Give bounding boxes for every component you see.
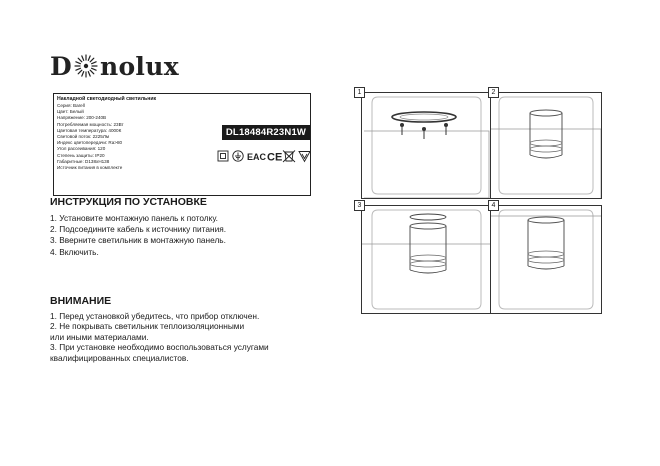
warning-item: 1. Перед установкой убедитесь, что прибор отключен. xyxy=(50,311,260,321)
step-number-2: 2 xyxy=(488,87,499,98)
spec-title: Накладной светодиодный светильник xyxy=(57,96,157,102)
step-panel-3 xyxy=(357,202,492,314)
certification-marks xyxy=(216,149,312,163)
eac-icon: EAC xyxy=(247,152,267,162)
warning-item: 2. Не покрывать светильник теплоизоляционными xyxy=(50,321,245,332)
spec-box xyxy=(53,93,311,196)
ce-icon: CE xyxy=(267,151,283,163)
model-number: DL18484R23N1W xyxy=(222,125,310,140)
brand-logo xyxy=(50,50,179,82)
spec-line: Потребляемая мощность: 23Вт xyxy=(57,121,124,127)
warning-item: 3. При установке необходимо воспользоваться услугами xyxy=(50,342,269,353)
triangle-v-icon xyxy=(299,152,310,162)
spec-line: Серия: Barell xyxy=(57,103,85,108)
panel-4-illustration xyxy=(491,206,601,313)
spec-line: Индекс цветопередачи: Ra>80 xyxy=(57,140,123,146)
step-panel-1 xyxy=(357,89,492,199)
installation-step: 2. Подсоедините кабель к источнику питания. xyxy=(50,224,226,235)
spec-line: Степень защиты: IP20 xyxy=(57,152,105,158)
step-panel-4 xyxy=(490,202,602,314)
spec-line: Цветовая температура: 4000К xyxy=(57,127,122,133)
logo-prefix: D xyxy=(50,51,72,81)
ground-icon xyxy=(233,151,243,161)
spec-line: Габаритные: D138хН138 xyxy=(57,158,110,164)
spec-line: Напряжение: 200-240В xyxy=(57,115,107,121)
step-panel-2 xyxy=(490,89,602,199)
warning-heading: ВНИМАНИЕ xyxy=(50,295,112,307)
spec-line: Источник питания в комплекте xyxy=(57,165,123,171)
spec-line: Угол рассеивания: 120 xyxy=(57,146,106,152)
dispose-icon xyxy=(283,151,295,163)
step-number-3: 3 xyxy=(354,200,365,211)
installation-steps xyxy=(50,213,226,258)
warning-item: квалифицированных специалистов. xyxy=(50,352,189,363)
warning-item: или иными материалами. xyxy=(50,331,149,342)
panel-3-illustration xyxy=(362,206,491,313)
step-number-4: 4 xyxy=(488,200,499,211)
spec-line: Световой поток: 2225Лм xyxy=(57,134,110,140)
panel-1-illustration xyxy=(362,93,491,198)
step-number-1: 1 xyxy=(354,87,365,98)
spec-line: Цвет: Белый xyxy=(57,109,84,115)
logo-suffix: nolux xyxy=(99,51,179,81)
panel-2-illustration xyxy=(491,93,601,198)
installation-heading: ИНСТРУКЦИЯ ПО УСТАНОВКЕ xyxy=(50,196,207,208)
class2-icon xyxy=(218,151,228,161)
installation-step: 3. Вверните светильник в монтажную панель. xyxy=(50,235,226,246)
spec-list xyxy=(57,103,124,171)
installation-step: 1. Установите монтажную панель к потолку. xyxy=(50,213,218,223)
installation-step: 4. Включить. xyxy=(50,246,99,257)
warning-list xyxy=(50,311,269,363)
sun-burst-icon xyxy=(73,53,99,79)
